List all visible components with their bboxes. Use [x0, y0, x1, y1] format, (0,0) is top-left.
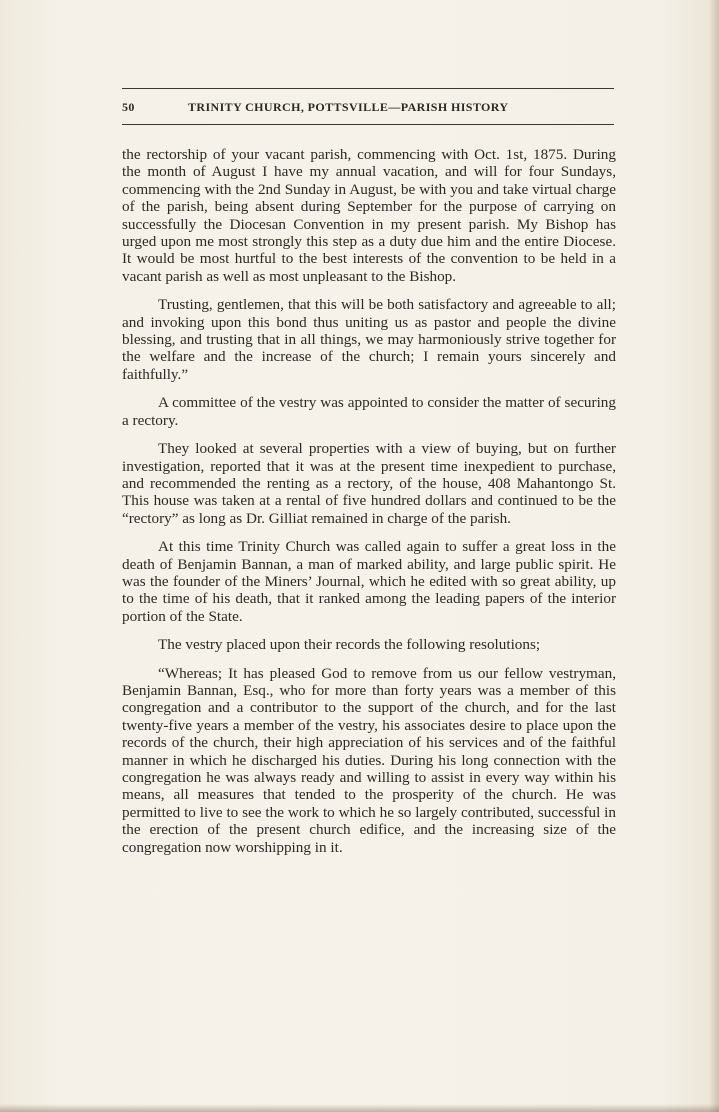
page-number: 50: [122, 99, 135, 114]
page-edge-shadow-right: [709, 0, 719, 1112]
page-header: [122, 98, 614, 116]
paragraph-resolutions-intro: The vestry placed upon their records the following resolutions;: [158, 636, 541, 654]
running-head: TRINITY CHURCH, POTTSVILLE—PARISH HISTORY: [188, 99, 509, 114]
paragraph-committee: A committee of the vestry was appointed to consider the matter of securing a rectory.: [122, 394, 616, 429]
body-text: [122, 146, 616, 867]
paragraph-bannan-death: At this time Trinity Church was called again to suffer a great loss in the death of Benjamin Bannan, a man of marked ability, and large public spirit. He was the founder of the Miners’ Journal, which he edited with so great ability, up to the time of his death, that it ranked among the leading papers of the interior portion of the State.: [122, 538, 616, 625]
paragraph-rectory: They looked at several properties with a view of buying, but on further investigation, reported that it was at the present time inexpedient to purchase, and recommended the renting as a rectory, of the house, 408 Mahantongo St. This house was taken at a rental of five hundred dollars and continued to be the “rectory” as long as Dr. Gilliat remained in charge of the parish.: [122, 440, 616, 527]
paragraph-letter-closing: Trusting, gentlemen, that this will be both satisfactory and agreeable to all; and invoking upon this bond thus uniting us as pastor and people the divine blessing, and trusting that in all things, we may harmoniously strive together for the welfare and the increase of the church; I remain yours sincerely and faithfully.”: [122, 296, 616, 383]
paragraph-resolution-text: “Whereas; It has pleased God to remove from us our fellow vestryman, Benjamin Bannan, Esq., who for more than forty years was a member of this congregation and a contributor to the support of the church, and for the last twenty-five years a member of the vestry, his associates desire to place upon the records of the church, their high appreciation of his services and of the faithful manner in which he discharged his duties. During his long connection with the congregation he was always ready and willing to assist in every way within his means, all measures that tended to the prosperity of the church. He was permitted to live to see the work to which he so largely contributed, successful in the erection of the present church edifice, and the increasing size of the congregation now worshipping in it.: [122, 664, 616, 856]
header-rule-bottom: [122, 124, 614, 125]
header-rule-top: [122, 88, 614, 89]
paragraph-letter-continuation: the rectorship of your vacant parish, commencing with Oct. 1st, 1875. During the month of August I have my annual vacation, and will for four Sundays, commencing with the 2nd Sunday in August, be with you and take virtual charge of the parish, being absent during September for the purpose of carrying on successfully the Diocesan Convention in my present parish. My Bishop has urged upon me most strongly this step as a duty due him and the entire Diocese. It would be most hurtful to the best interests of the convention to be held in a vacant parish as well as most unpleasant to the Bishop.: [122, 146, 616, 285]
page-edge-shadow-bottom: [0, 1104, 719, 1112]
